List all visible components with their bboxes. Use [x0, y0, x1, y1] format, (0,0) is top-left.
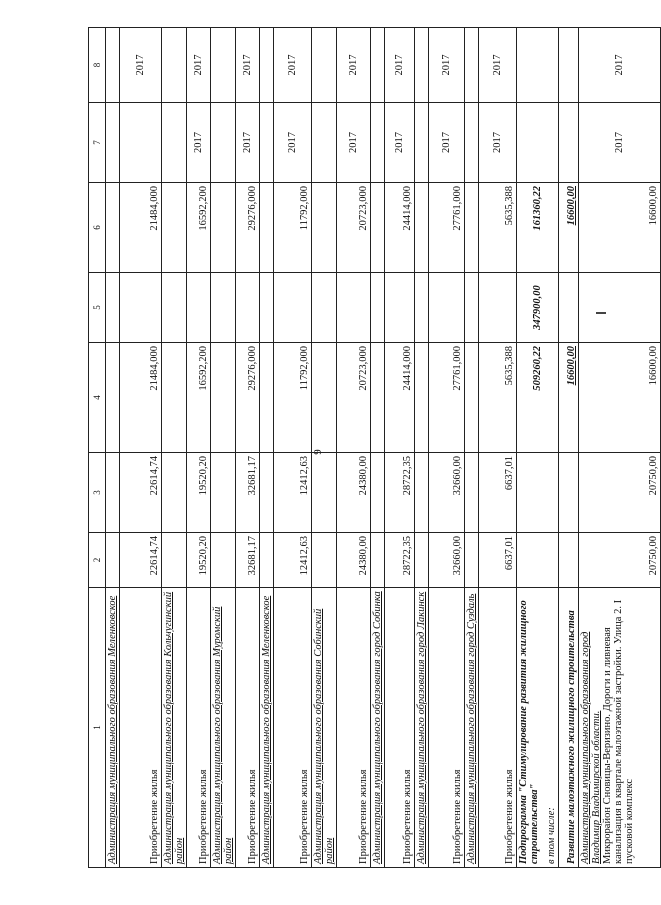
table-row — [120, 28, 162, 868]
subprogram-subtitle: в том числе: — [546, 807, 557, 864]
project-cell — [579, 588, 661, 868]
cell-col3: 12412,63 — [274, 453, 312, 533]
cell-col7 — [517, 103, 559, 183]
cell-col8 — [517, 28, 559, 103]
cell-col3: 32660,00 — [429, 453, 465, 533]
column-header: 6 — [89, 183, 106, 273]
cell-col2: 20750,00 — [579, 533, 661, 588]
table-row — [312, 28, 337, 868]
org-name: Администрация муниципального образования Меленковское — [260, 588, 274, 868]
org-name: Администрация муниципального образования город Собинка — [371, 588, 385, 868]
cell-col6: 16592,200 — [187, 183, 211, 273]
cell-col2: 12412,63 — [274, 533, 312, 588]
table-row — [465, 28, 479, 868]
org-name: Администрация муниципального образования Собинский район — [312, 588, 337, 868]
org-name: Администрация муниципального образования Муромский район — [211, 588, 236, 868]
cell-col6: 27761,000 — [429, 183, 465, 273]
table-row — [559, 28, 579, 868]
cell-col6: 21484,000 — [120, 183, 162, 273]
cell-col8: 2017 — [429, 28, 465, 103]
cell-col6: 24414,000 — [385, 183, 415, 273]
cell-col8: 2017 — [579, 28, 661, 103]
column-header: 5 — [89, 273, 106, 343]
table-row — [106, 28, 120, 868]
cell-col6: 29276,000 — [236, 183, 260, 273]
cell-col3: 19520,20 — [187, 453, 211, 533]
table-row — [517, 28, 559, 868]
subprogram-title: Подпрограмма "Стимулирование развития жилищного строительства" — [518, 600, 540, 864]
cell-col3: 22614,74 — [120, 453, 162, 533]
column-number-row — [89, 28, 106, 868]
cell-col8: 2017 — [479, 28, 517, 103]
cell-col4: 509260,22 — [517, 343, 559, 453]
cell-col4: 16592,200 — [187, 343, 211, 453]
table-row — [337, 28, 371, 868]
cell-col6: 5635,388 — [479, 183, 517, 273]
cell-col8: 2017 — [120, 28, 162, 103]
item-label: Приобретение жилья — [385, 588, 415, 868]
table-row — [479, 28, 517, 868]
column-header: 8 — [89, 28, 106, 103]
cell-col7: 2017 — [479, 103, 517, 183]
subprogram-cell — [517, 588, 559, 868]
column-header: 3 — [89, 453, 106, 533]
table-row — [236, 28, 260, 868]
item-label: Приобретение жилья — [236, 588, 260, 868]
org-name: Администрация муниципального образования город Суздаль — [465, 588, 479, 868]
cell-col7: 2017 — [385, 103, 415, 183]
cell-col3: 24380,00 — [337, 453, 371, 533]
cell-col4: 27761,000 — [429, 343, 465, 453]
cell-col2: 32681,17 — [236, 533, 260, 588]
cell-col7: 2017 — [274, 103, 312, 183]
cell-col4: 5635,388 — [479, 343, 517, 453]
cell-col5 — [479, 273, 517, 343]
cell-col8: 2017 — [274, 28, 312, 103]
cell-col2: 32660,00 — [429, 533, 465, 588]
cell-col2 — [559, 533, 579, 588]
cell-col5 — [385, 273, 415, 343]
cell-col2: 24380,00 — [337, 533, 371, 588]
item-label: Приобретение жилья — [274, 588, 312, 868]
cell-col3 — [517, 453, 559, 533]
cell-col3 — [559, 453, 579, 533]
column-header: 1 — [89, 588, 106, 868]
item-label: Приобретение жилья — [429, 588, 465, 868]
cell-col5 — [337, 273, 371, 343]
cell-col3: 32681,17 — [236, 453, 260, 533]
section-title: Развитие малоэтажного жилищного строительства — [559, 588, 579, 868]
cell-col6: 16600,00 — [579, 183, 661, 273]
cell-col3: 6637,01 — [479, 453, 517, 533]
cell-col4: 24414,000 — [385, 343, 415, 453]
cell-col4: 11792,000 — [274, 343, 312, 453]
item-label: Приобретение жилья — [120, 588, 162, 868]
cell-col2: 28722,35 — [385, 533, 415, 588]
cell-col8: 2017 — [236, 28, 260, 103]
cell-col6: 11792,000 — [274, 183, 312, 273]
item-label: Приобретение жилья — [479, 588, 517, 868]
table-row — [415, 28, 429, 868]
cell-col2: 19520,20 — [187, 533, 211, 588]
cell-col5 — [429, 273, 465, 343]
table-row — [579, 28, 661, 868]
cell-col3: 20750,00 — [579, 453, 661, 533]
cell-col5 — [559, 273, 579, 343]
cell-col8: 2017 — [385, 28, 415, 103]
cell-col2: 6637,01 — [479, 533, 517, 588]
item-label: Приобретение жилья — [187, 588, 211, 868]
table-row — [162, 28, 187, 868]
cell-col3: 28722,35 — [385, 453, 415, 533]
cell-col7: 2017 — [187, 103, 211, 183]
cell-col5 — [236, 273, 260, 343]
org-name: Администрация муниципального образования город Владимир Владимирской области. — [580, 631, 602, 864]
budget-table-rotated — [88, 28, 659, 868]
cell-col8 — [559, 28, 579, 103]
cell-col5: 347900,00 — [517, 273, 559, 343]
budget-table — [88, 27, 661, 868]
table-row — [187, 28, 211, 868]
table-row — [371, 28, 385, 868]
cell-col7 — [120, 103, 162, 183]
cell-col5 — [187, 273, 211, 343]
cell-col8: 2017 — [337, 28, 371, 103]
cell-col7: 2017 — [236, 103, 260, 183]
cell-col4: 29276,000 — [236, 343, 260, 453]
cell-col7: 2017 — [337, 103, 371, 183]
cell-col6: 16600,00 — [559, 183, 579, 273]
cell-col2 — [517, 533, 559, 588]
org-name: Администрация муниципального образования город Лакинск — [415, 588, 429, 868]
cell-col2: 22614,74 — [120, 533, 162, 588]
cell-col4: 16600,00 — [579, 343, 661, 453]
cell-col4: 20723,000 — [337, 343, 371, 453]
cell-col5 — [274, 273, 312, 343]
column-header: 4 — [89, 343, 106, 453]
cell-col8: 2017 — [187, 28, 211, 103]
page-number: 9 — [312, 449, 324, 455]
item-label: Приобретение жилья — [337, 588, 371, 868]
cell-col7: 2017 — [429, 103, 465, 183]
cell-col5 — [579, 273, 661, 343]
org-name: Администрация муниципального образования Кольчугинский район — [162, 588, 187, 868]
cell-col7: 2017 — [579, 103, 661, 183]
cell-col6: 161360,22 — [517, 183, 559, 273]
project-description: Микрорайон Сновицы-Веризино. Дороги и ливневая канализация в квартале малоэтажной застройки. Улица 2. I пусковой комплекс — [602, 599, 635, 864]
cell-col7 — [559, 103, 579, 183]
org-name: Администрация муниципального образования Меленковское — [106, 588, 120, 868]
cell-col4: 21484,000 — [120, 343, 162, 453]
table-row — [429, 28, 465, 868]
cell-col6: 20723,000 — [337, 183, 371, 273]
cell-col5 — [120, 273, 162, 343]
table-row — [260, 28, 274, 868]
table-row — [211, 28, 236, 868]
table-row — [274, 28, 312, 868]
table-row — [385, 28, 415, 868]
column-header: 7 — [89, 103, 106, 183]
column-header: 2 — [89, 533, 106, 588]
cell-col4: 16600,00 — [559, 343, 579, 453]
